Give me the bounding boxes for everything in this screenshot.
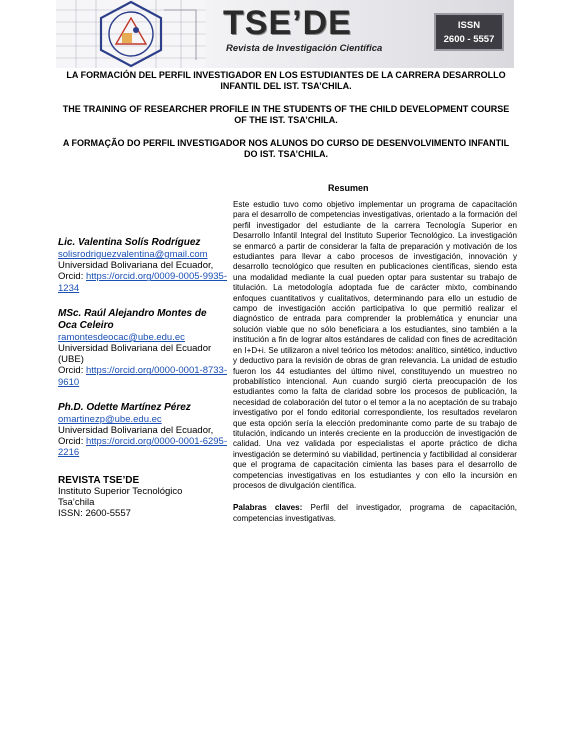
author-affiliation: Universidad Bolivariana del Ecuador, — [58, 260, 214, 272]
orcid-link[interactable]: https://orcid.org/0000-0001-8733-9610 — [58, 365, 227, 388]
journal-issn: ISSN: 2600-5557 — [58, 508, 131, 520]
author-name: MSc. Raúl Alejandro Montes de Oca Celeiro — [58, 307, 207, 331]
author-email-link[interactable]: omartinezp@ube.edu.ec — [58, 413, 162, 425]
author-orcid — [58, 271, 228, 293]
author-block — [58, 308, 228, 388]
institute-line: Tsa’chila — [58, 497, 95, 509]
abstract-body: Este estudio tuvo como objetivo implementar un programa de capacitación para el desarrollo de competencias investigativas, orientado a la formación del perfil investigador del estudiante de la carrera Tecnología Superior en Desarrollo Infantil Integral del Instituto Superior Tecnológico. La investigación se enmarcó a partir de considerar la falta de preparación y motivación de los estudiantes para llevar a cabo procesos de investigación, innovación y desarrollo tecnológico que resulten en publicaciones científicas, siendo esta una modalidad mediante la cual pueden optar para sustentar su trabajo de titulación. La metodología adoptada fue de carácter mixto, combinando enfoques cuantitativos y cualitativos, determinando para ello un estudio de campo de investigación acción participativa lo que permitió realizar el diagnóstico de entrada para comprender la problemática y enunciar una solución viable que no sólo beneficiara a los estudiantes, sino también a la institución a fin de lograr altos estándares de calidad con fines de acreditación en I+D+i. Se utilizaron a nivel teórico los métodos: analítico, sintético, inductivo y deductivo para la revisión de obras de gran relevancia. La unidad de estudio fueron los 44 estudiantes del último nivel, constituyendo un muestreo no probabilístico intencional. Aun cuando surgió cierta preocupación de los estudiantes como la falta de claridad sobre los procesos de publicación, la necesidad de colaboración del tutor o el temor a la no aceptación de su trabajo investigativo por el fondo editorial correspondiente, los resultados revelaron que esta opción sería la elección predominante como parte de su trabajo de titulación, indicando un interés creciente en la producción de investigación de calidad. Una vez validada por especialistas el aporte práctico de dicha investigación se determinó su viabilidad, pertinencia y factibilidad al considerar que el programa de capacitación cimienta las bases para el desarrollo de competencias investigativas en los estudiantes y con ello la incursión en procesos de divulgación científica. — [233, 200, 517, 490]
author-email-link[interactable]: ramontesdeocac@ube.edu.ec — [58, 331, 185, 343]
author-affiliation: Universidad Bolivariana del Ecuador, — [58, 425, 214, 437]
keywords-text: Perfil del investigador, programa de capacitación, competencias investigativas. — [233, 503, 517, 523]
author-orcid — [58, 436, 228, 458]
orcid-label: Orcid: — [58, 365, 84, 377]
title-portuguese: A FORMAÇÃO DO PERFIL INVESTIGADOR NOS ALUNOS DO CURSO DE DESENVOLVIMENTO INFANTIL DO IST. TSA’CHILA. — [62, 138, 510, 159]
journal-logo-emblem-icon — [56, 0, 206, 68]
author-orcid — [58, 365, 228, 387]
title-spanish: LA FORMACIÓN DEL PERFIL INVESTIGADOR EN LOS ESTUDIANTES DE LA CARRERA DESARROLLO INFANTIL DEL IST. TSA’CHILA. — [66, 70, 506, 91]
journal-logo-text: TSE’DE — [223, 4, 352, 42]
title-english: THE TRAINING OF RESEARCHER PROFILE IN THE STUDENTS OF THE CHILD DEVELOPMENT COURSE OF THE IST. TSA’CHILA. — [62, 104, 510, 125]
author-block — [58, 237, 228, 294]
keywords — [233, 503, 517, 524]
issn-label: ISSN — [457, 20, 481, 31]
author-name: Ph.D. Odette Martínez Pérez — [58, 401, 191, 413]
author-affiliation: Universidad Bolivariana del Ecuador (UBE) — [58, 343, 212, 366]
issn-number: 2600 - 5557 — [443, 34, 495, 45]
journal-name: REVISTA TSE’DE — [58, 474, 140, 486]
orcid-label: Orcid: — [58, 271, 84, 283]
orcid-link[interactable]: https://orcid.org/0000-0001-6295-2216 — [58, 436, 227, 459]
issn-badge — [434, 13, 504, 51]
author-name: Lic. Valentina Solís Rodríguez — [58, 237, 201, 248]
orcid-label: Orcid: — [58, 436, 84, 448]
abstract-section — [233, 200, 517, 524]
paper-titles — [60, 70, 512, 172]
journal-subtitle: Revista de Investigación Científica — [226, 43, 383, 54]
resumen-heading: Resumen — [328, 183, 369, 193]
institute-line: Instituto Superior Tecnológico — [58, 485, 183, 497]
author-column — [58, 237, 228, 519]
journal-info — [58, 475, 228, 520]
journal-banner — [56, 0, 514, 68]
author-email-link[interactable]: solisrodriguezvalentina@gmail.com — [58, 249, 208, 260]
orcid-link[interactable]: https://orcid.org/0009-0005-9935-1234 — [58, 271, 227, 294]
author-block — [58, 402, 228, 459]
keywords-label: Palabras claves: — [233, 503, 303, 513]
